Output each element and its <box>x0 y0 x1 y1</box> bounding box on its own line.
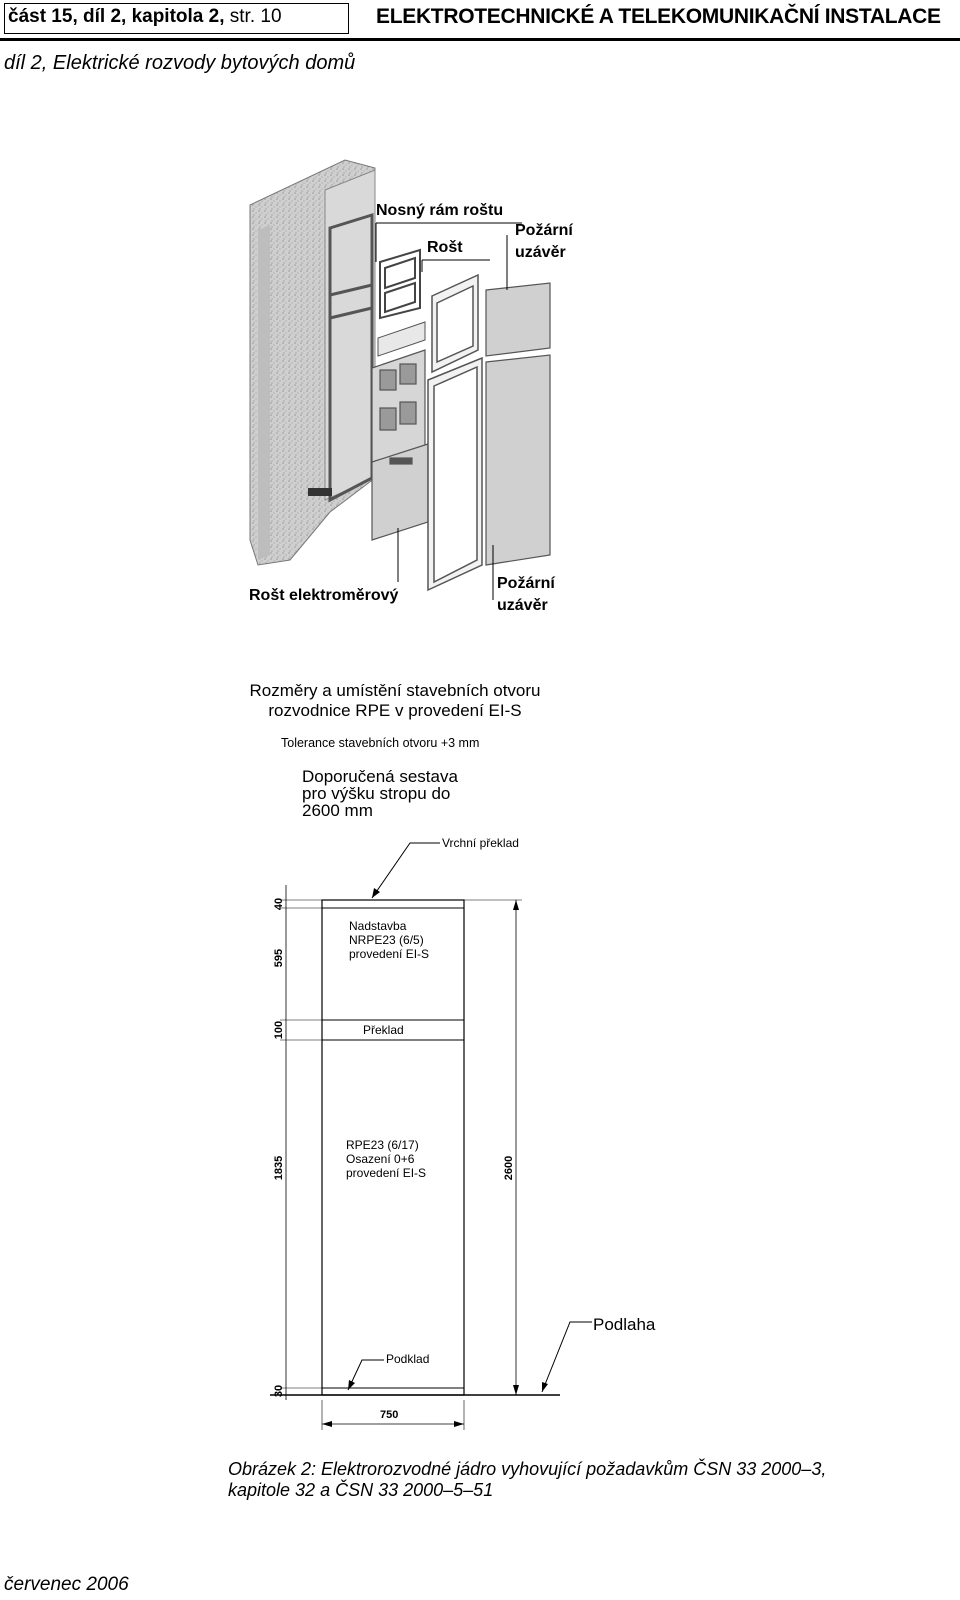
fire-doors <box>486 283 550 565</box>
label-nadstavba <box>349 919 429 961</box>
nadstavba-line1: Nadstavba <box>349 919 407 933</box>
drawing-tolerance: Tolerance stavebních otvoru +3 mm <box>281 736 480 750</box>
nadstavba-line2: NRPE23 (6/5) <box>349 933 424 947</box>
rpe-line1: RPE23 (6/17) <box>346 1138 419 1152</box>
drawing-title <box>230 681 560 721</box>
rpe-line2: Osazení 0+6 <box>346 1152 415 1166</box>
label-nosny-ram: Nosný rám roštu <box>376 202 504 219</box>
header-page: str. 10 <box>229 6 282 27</box>
label-pozarni-bottom-1: Požární <box>497 575 555 592</box>
caption-line2: kapitole 32 a ČSN 33 2000–5–51 <box>228 1480 494 1500</box>
footer-date: červenec 2006 <box>4 1574 129 1595</box>
label-rpe <box>346 1138 426 1180</box>
subheader: díl 2, Elektrické rozvody bytových domů <box>4 52 356 74</box>
dim-100: 100 <box>273 1020 285 1040</box>
rpe-line3: provedení EI-S <box>346 1166 427 1180</box>
label-pozarni-top-2: uzávěr <box>515 244 566 261</box>
meter-grate <box>372 350 428 540</box>
dim-750: 750 <box>380 1409 399 1421</box>
label-vrchni-preklad: Vrchní překlad <box>442 836 519 850</box>
label-rost: Rošt <box>427 239 463 256</box>
caption-line1: Obrázek 2: Elektrorozvodné jádro vyhovující požadavkům ČSN 33 2000–3, <box>228 1459 827 1479</box>
drawing-title-line1: Rozměry a umístění stavebních otvoru <box>249 681 541 700</box>
label-podklad: Podklad <box>386 1352 430 1366</box>
header-section-text: část 15, díl 2, kapitola 2, <box>8 6 225 27</box>
label-podlaha: Podlaha <box>593 1315 656 1334</box>
technical-drawing <box>270 843 592 1430</box>
recommended-line2: pro výšku stropu do <box>302 784 451 803</box>
dim-595: 595 <box>273 948 285 968</box>
nadstavba-line3: provedení EI-S <box>349 947 430 961</box>
figure-caption <box>228 1459 826 1501</box>
dim-30: 30 <box>273 1384 285 1398</box>
label-pozarni-top-1: Požární <box>515 222 573 239</box>
label-preklad: Překlad <box>363 1023 404 1037</box>
header-title: ELEKTROTECHNICKÉ A TELEKOMUNIKAČNÍ INSTALACE <box>376 5 941 28</box>
dim-2600: 2600 <box>503 1155 515 1181</box>
recommended-line1: Doporučená sestava <box>302 767 458 786</box>
vent-slot <box>308 488 332 496</box>
recommended-line3: 2600 mm <box>302 801 373 820</box>
grate-shape <box>380 250 420 318</box>
dim-1835: 1835 <box>273 1155 285 1181</box>
label-pozarni-bottom-2: uzávěr <box>497 597 548 614</box>
grate-cover <box>378 322 425 356</box>
door-frames <box>428 275 482 590</box>
dim-40: 40 <box>273 897 285 911</box>
drawing-recommended <box>302 768 458 819</box>
label-rost-elektromerovy: Rošt elektroměrový <box>249 587 399 604</box>
drawing-title-line2: rozvodnice RPE v provedení EI-S <box>268 701 522 720</box>
